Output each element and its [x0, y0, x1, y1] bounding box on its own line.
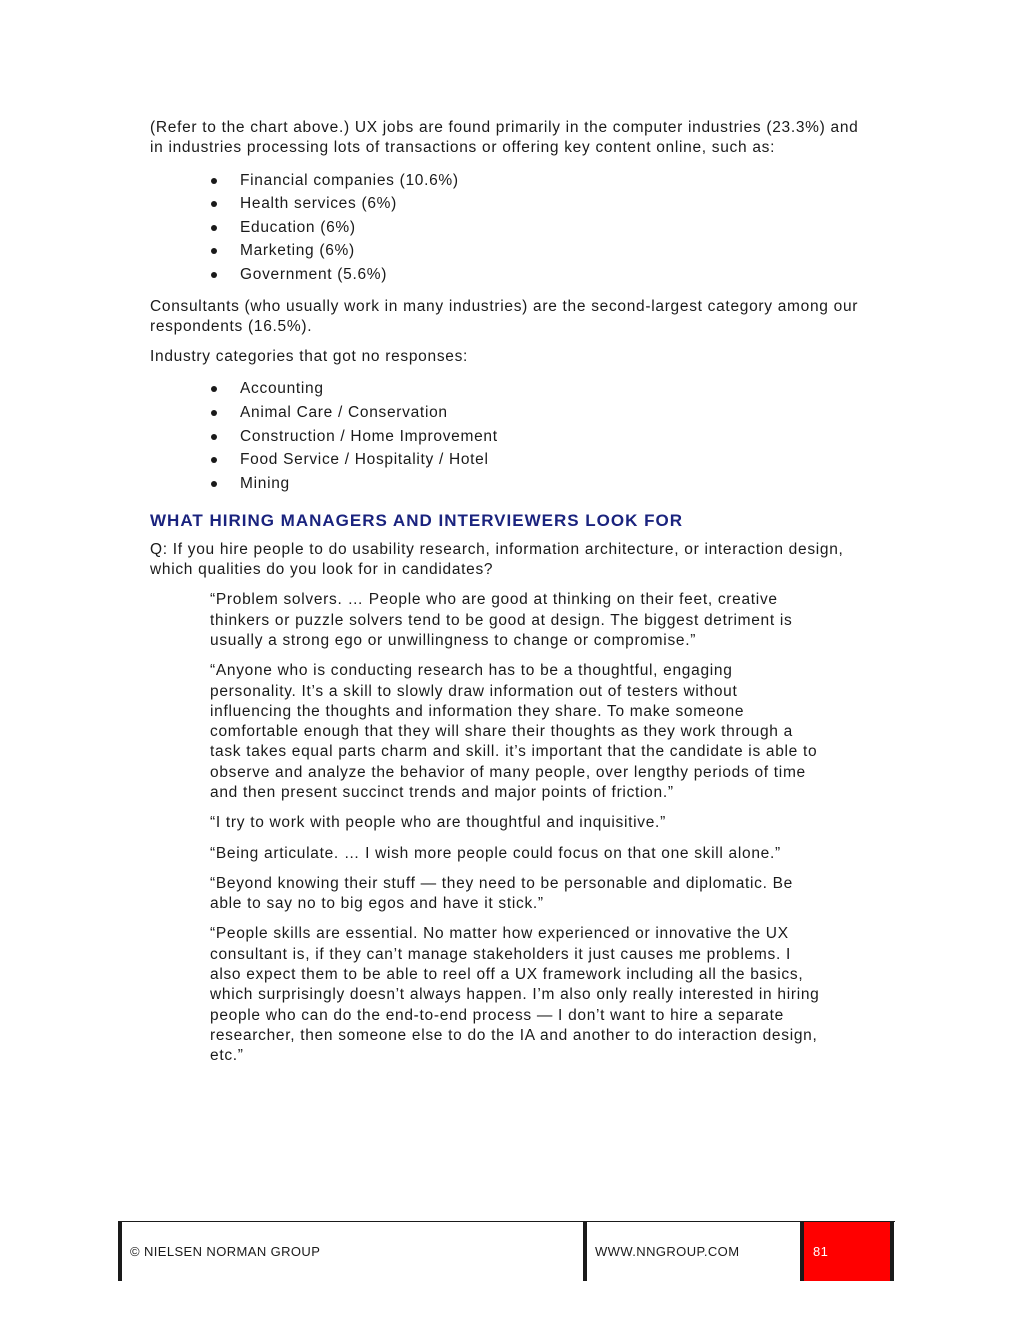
footer-divider	[118, 1222, 122, 1281]
quote: “Anyone who is conducting research has to be a thoughtful, engaging personality. It’s a skill to slowly draw information out of testers without influencing the thoughts and information they share. To make someone comfortable enough that they will share their thoughts as they work through a task takes equal parts charm and skill. it’s important that the candidate is able to observe and analyze the behavior of many people, over lengthy periods of time and then present succinct trends and major points of friction.”	[210, 662, 818, 801]
section-heading: WHAT HIRING MANAGERS AND INTERVIEWERS LOOK FOR	[150, 511, 684, 531]
list-item	[150, 377, 862, 401]
consultants-paragraph: Consultants (who usually work in many industries) are the second-largest category among our respondents (16.5%).	[150, 297, 859, 335]
list-item-text: Government (5.6%)	[240, 265, 388, 283]
bullet-icon	[211, 410, 217, 416]
footer-divider	[800, 1222, 804, 1281]
intro-paragraph: (Refer to the chart above.) UX jobs are found primarily in the computer industries (23.3%) and in industries processing lots of transactions or offering key content online, such as:	[150, 119, 859, 157]
list-item-text: Mining	[240, 474, 290, 492]
list-item-text: Marketing (6%)	[240, 242, 355, 260]
list-item	[150, 472, 862, 496]
section-question: Q: If you hire people to do usability research, information architecture, or interaction design, which qualities do you look for in candidates?	[150, 540, 844, 579]
bullet-icon	[211, 178, 217, 184]
bullet-icon	[211, 201, 217, 207]
page-number-box	[800, 1222, 890, 1281]
no-response-intro: Industry categories that got no responses:	[150, 348, 469, 366]
bullet-icon	[211, 386, 217, 392]
list-item-text: Accounting	[240, 380, 324, 398]
quote: “Beyond knowing their stuff — they need to be personable and diplomatic. Be able to say no to big egos and have it stick.”	[210, 874, 793, 913]
list-item	[150, 448, 862, 472]
quote: “People skills are essential. No matter how experienced or innovative the UX consultant is, if they can’t manage stakeholders it just causes me problems. I also expect them to be able to reel off a UX framework including all the basics, which surprisingly doesn’t always happen. I’m also only really interested in hiring people who can do the end-to-end process — I don’t want to hire a separate researcher, then someone else to do the IA and another to do interaction design, etc.”	[210, 925, 820, 1065]
list-item	[150, 401, 862, 425]
bullet-icon	[211, 248, 217, 254]
list-item	[150, 192, 862, 216]
footer-website: WWW.NNGROUP.COM	[595, 1244, 740, 1259]
quote: “Being articulate. … I wish more people could focus on that one skill alone.”	[210, 844, 781, 862]
no-response-list	[150, 377, 862, 495]
list-item-text: Animal Care / Conservation	[240, 404, 448, 422]
page-footer	[118, 1221, 895, 1281]
bullet-icon	[211, 481, 217, 487]
footer-divider	[583, 1222, 587, 1281]
quote: “I try to work with people who are thoughtful and inquisitive.”	[210, 814, 666, 832]
bullet-icon	[211, 457, 217, 463]
page-content	[150, 118, 862, 1077]
list-item	[150, 169, 862, 193]
bullet-icon	[211, 272, 217, 278]
bullet-icon	[211, 225, 217, 231]
bullet-icon	[211, 434, 217, 440]
list-item	[150, 425, 862, 449]
list-item-text: Education (6%)	[240, 218, 356, 236]
list-item	[150, 216, 862, 240]
list-item-text: Health services (6%)	[240, 195, 397, 213]
list-item-text: Financial companies (10.6%)	[240, 171, 459, 189]
list-item	[150, 263, 862, 287]
footer-divider	[890, 1222, 894, 1281]
footer-copyright: © NIELSEN NORMAN GROUP	[130, 1244, 321, 1259]
list-item	[150, 239, 862, 263]
quote: “Problem solvers. … People who are good at thinking on their feet, creative thinkers or puzzle solvers tend to be good at design. The biggest detriment is usually a strong ego or unwillingness to change or compromise.”	[210, 591, 793, 649]
list-item-text: Food Service / Hospitality / Hotel	[240, 451, 489, 469]
page-number: 81	[813, 1244, 829, 1259]
industry-percent-list	[150, 169, 862, 287]
list-item-text: Construction / Home Improvement	[240, 427, 498, 445]
